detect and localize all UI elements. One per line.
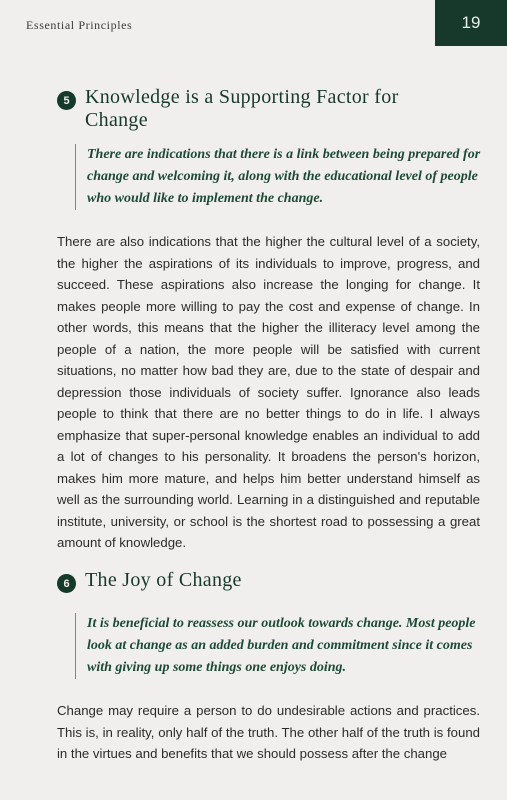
section-title: The Joy of Change (85, 569, 242, 591)
section-number-badge: 6 (57, 574, 76, 593)
section-heading-5 (57, 86, 415, 132)
body-paragraph: There are also indications that the higher the cultural level of a society, the higher the aspirations of its individuals to improve, progress, and succeed. These aspirations also increase the longing for change. It makes people more willing to pay the cost and expense of change. In other words, this means that the higher the illiteracy level among the people of a nation, the more people will be satisfied with current situations, no matter how bad they are, due to the state of despair and depression those individuals of society suffer. Ignorance also leads people to think that there are no better things to do in life. I always emphasize that super-personal knowledge enables an individual to add a lot of changes to his personality. It broadens the person's horizon, makes him more mature, and helps him better understand himself as well as the surrounding world. Learning in a distinguished and reputable institute, university, or school is the shortest road to possessing a great amount of knowledge. (57, 234, 480, 550)
section-number-badge: 5 (57, 91, 76, 110)
pull-quote: It is beneficial to reassess our outlook towards change. Most people look at change as an added burden and commitment since it comes with giving up some things one enjoys doing. (75, 613, 492, 679)
section-title: Knowledge is a Supporting Factor for Change (85, 86, 399, 131)
section-heading-6 (57, 569, 415, 593)
page-number: 19 (461, 13, 481, 32)
page-number-tab (435, 0, 507, 46)
body-paragraph: Change may require a person to do undesirable actions and practices. This is, in reality, only half of the truth. The other half of the truth is found in the virtues and benefits that we should possess after the change (57, 703, 480, 761)
running-title: Essential Principles (26, 18, 133, 32)
pull-quote: There are indications that there is a link between being prepared for change and welcoming it, along with the educational level of people who would like to implement the change. (75, 144, 492, 210)
